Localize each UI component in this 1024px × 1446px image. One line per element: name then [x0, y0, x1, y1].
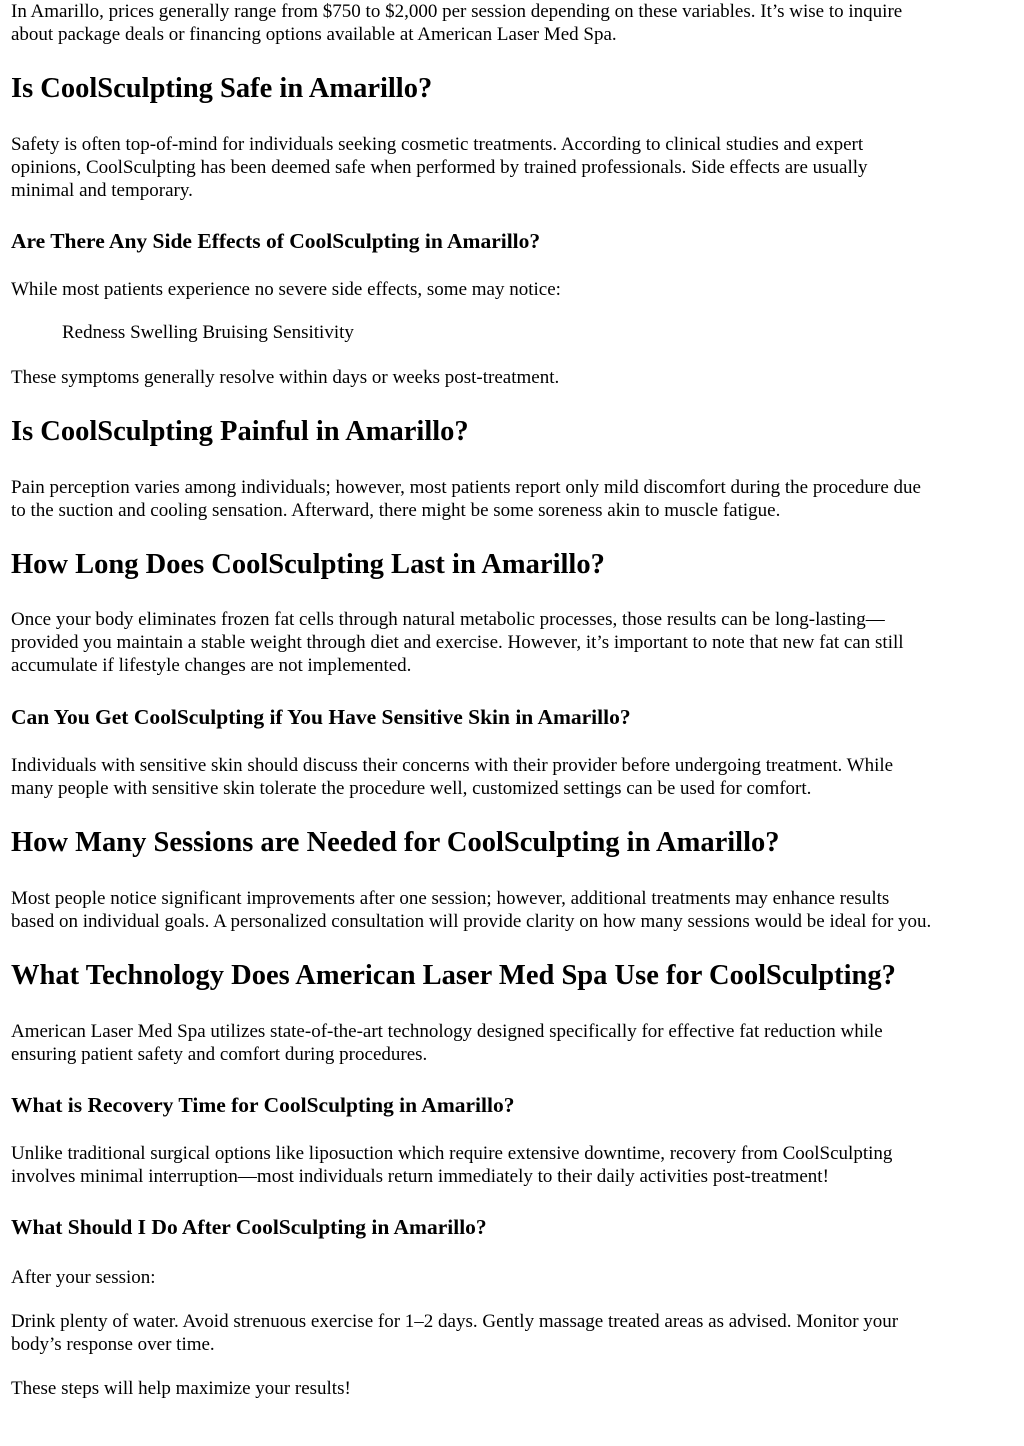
side-effects-list: Redness Swelling Bruising Sensitivity: [62, 322, 354, 343]
sessions-paragraph: [11, 887, 931, 933]
recovery-paragraph: [11, 1142, 892, 1188]
technology-heading: What Technology Does American Laser Med Spa Use for CoolSculpting?: [11, 960, 896, 991]
text-line: Individuals with sensitive skin should discuss their concerns with their provider before undergoing treatment. While: [11, 755, 894, 776]
side-effects-intro: While most patients experience no severe side effects, some may notice:: [11, 279, 561, 300]
safety-paragraph: [11, 133, 868, 202]
sensitive-skin-heading: Can You Get CoolSculpting if You Have Sensitive Skin in Amarillo?: [11, 705, 631, 729]
text-line: accumulate if lifestyle changes are not implemented.: [11, 655, 412, 676]
text-line: many people with sensitive skin tolerate the procedure well, customized settings can be used for comfort.: [11, 778, 812, 799]
pain-heading: Is CoolSculpting Painful in Amarillo?: [11, 416, 469, 447]
text-line: body’s response over time.: [11, 1334, 215, 1355]
text-line: In Amarillo, prices generally range from $750 to $2,000 per session depending on these variables. It’s wise to inquire: [11, 1, 903, 22]
text-line: Most people notice significant improvements after one session; however, additional treatments may enhance results: [11, 888, 890, 909]
duration-paragraph: [11, 608, 904, 677]
text-line: opinions, CoolSculpting has been deemed safe when performed by trained professionals. Side effects are usually: [11, 157, 868, 178]
aftercare-outro: These steps will help maximize your results!: [11, 1378, 351, 1399]
aftercare-steps: [11, 1310, 898, 1356]
text-line: based on individual goals. A personalized consultation will provide clarity on how many sessions would be ideal for you.: [11, 911, 932, 932]
duration-heading: How Long Does CoolSculpting Last in Amarillo?: [11, 549, 605, 580]
text-line: American Laser Med Spa utilizes state-of-the-art technology designed specifically for effective fat reduction while: [11, 1021, 883, 1042]
pain-paragraph: [11, 476, 921, 522]
intro-paragraph: [11, 0, 902, 46]
text-line: Once your body eliminates frozen fat cells through natural metabolic processes, those results can be long-lasting—: [11, 609, 885, 630]
text-line: to the suction and cooling sensation. Afterward, there might be some soreness akin to muscle fatigue.: [11, 500, 781, 521]
text-line: provided you maintain a stable weight through diet and exercise. However, it’s important to note that new fat can still: [11, 632, 904, 653]
text-line: involves minimal interruption—most individuals return immediately to their daily activities post-treatment!: [11, 1166, 829, 1187]
text-line: Unlike traditional surgical options like liposuction which require extensive downtime, recovery from CoolSculpting: [11, 1143, 893, 1164]
recovery-heading: What is Recovery Time for CoolSculpting in Amarillo?: [11, 1093, 515, 1117]
safety-heading: Is CoolSculpting Safe in Amarillo?: [11, 73, 433, 104]
sensitive-skin-paragraph: [11, 754, 893, 800]
text-line: ensuring patient safety and comfort during procedures.: [11, 1044, 428, 1065]
text-line: Drink plenty of water. Avoid strenuous exercise for 1–2 days. Gently massage treated areas as advised. Monitor your: [11, 1311, 899, 1332]
text-line: about package deals or financing options available at American Laser Med Spa.: [11, 24, 617, 45]
side-effects-outro: These symptoms generally resolve within days or weeks post-treatment.: [11, 367, 560, 388]
text-line: Safety is often top-of-mind for individuals seeking cosmetic treatments. According to clinical studies and expert: [11, 134, 864, 155]
aftercare-intro: After your session:: [11, 1267, 156, 1288]
side-effects-heading: Are There Any Side Effects of CoolSculpting in Amarillo?: [11, 229, 541, 253]
text-line: minimal and temporary.: [11, 180, 193, 201]
technology-paragraph: [11, 1020, 883, 1066]
aftercare-heading: What Should I Do After CoolSculpting in Amarillo?: [11, 1215, 487, 1239]
text-line: Pain perception varies among individuals; however, most patients report only mild discomfort during the procedure due: [11, 477, 921, 498]
sessions-heading: How Many Sessions are Needed for CoolSculpting in Amarillo?: [11, 827, 780, 858]
